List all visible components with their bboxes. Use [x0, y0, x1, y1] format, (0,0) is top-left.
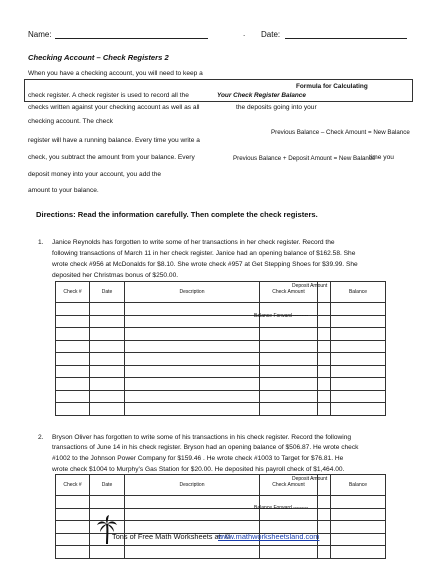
formula-heading: Formula for Calculating	[296, 83, 368, 90]
problem-1-number: 1.	[38, 239, 44, 246]
register-1-col-date: Date	[90, 282, 125, 303]
intro-line-2-overlay: check register. A check register is used to record all the	[28, 92, 189, 99]
register-2-col-description: Description	[125, 475, 260, 496]
register-1-col-deposit: Deposit Amount	[292, 283, 328, 289]
problem-1-line-4: deposited her Christmas bonus of $250.00.	[52, 272, 179, 279]
footer-text: Tons of Free Math Worksheets at: ©	[112, 532, 231, 541]
table-row	[56, 303, 386, 316]
date-label: Date:	[261, 30, 281, 39]
intro-line-1: When you have a checking account, you will need to keep a	[28, 70, 203, 77]
intro-line-3: checks written against your checking account as well as all	[28, 104, 200, 111]
intro-line-5: register will have a running balance. Every time you write a	[28, 137, 200, 144]
register-2-balance-forward: Balance Forward ---------	[254, 505, 309, 511]
intro-line-7: deposit money into your account, you add the	[28, 171, 162, 178]
register-2-col-deposit: Deposit Amount	[292, 476, 328, 482]
check-register-1	[55, 281, 386, 416]
name-label: Name:	[28, 30, 52, 39]
problem-2-line-3: #1002 to the Johnson Power Company for $159.46 . He wrote check #1003 to Target for $76.81. He	[52, 455, 344, 462]
intro-line-6: check, you subtract the amount from your balance. Every	[28, 154, 195, 161]
problem-1-line-3: wrote check #956 at McDonalds for $8.10. She wrote check #957 at Get Stepping Shoes for $39.99. She	[52, 261, 358, 268]
table-row	[56, 353, 386, 366]
table-row	[56, 340, 386, 353]
table-row	[56, 328, 386, 341]
problem-1-line-1: Janice Reynolds has forgotten to write some of her transactions in her check register. Record the	[52, 239, 335, 246]
table-row	[56, 496, 386, 509]
intro-line-8: amount to your balance.	[28, 187, 99, 194]
register-1-col-check-amount: Check Amount	[260, 282, 318, 303]
register-1-header-row	[56, 282, 386, 303]
register-2-col-date: Date	[90, 475, 125, 496]
register-2-col-balance: Balance	[331, 475, 386, 496]
register-2-header-row	[56, 475, 386, 496]
formula-subtract: Previous Balance – Check Amount = New Balance	[271, 129, 410, 136]
table-row	[56, 390, 386, 403]
table-row	[56, 378, 386, 391]
intro-time-you: time you	[369, 154, 394, 161]
name-field-line[interactable]	[55, 38, 208, 39]
table-row	[56, 403, 386, 416]
problem-2-line-4: wrote check $1004 to Murphy’s Gas Station for $20.00. He deposited his payroll check of $1,464.00.	[52, 466, 345, 473]
intro-deposits-text: the deposits going into your	[236, 104, 317, 111]
register-1-col-balance: Balance	[331, 282, 386, 303]
date-field-line[interactable]	[285, 38, 407, 39]
intro-line-4: checking account. The check	[28, 118, 113, 125]
problem-2-number: 2.	[38, 434, 44, 441]
table-row	[56, 315, 386, 328]
register-1-col-check: Check #	[56, 282, 90, 303]
problem-2-line-2: transactions of June 14 in his check register. Bryson had an opening balance of $506.87. He wrote check	[52, 444, 359, 451]
formula-subheading: Your Check Register Balance	[217, 92, 306, 99]
register-2-col-check: Check #	[56, 475, 90, 496]
problem-2-line-1: Bryson Oliver has forgotten to write some of his transactions in his check register. Record the following	[52, 434, 352, 441]
register-1-balance-forward: Balance Forward ---------	[254, 313, 309, 319]
table-row	[56, 365, 386, 378]
formula-add: Previous Balance + Deposit Amount = New Balance	[233, 155, 376, 162]
table-row	[56, 546, 386, 559]
dot-mark: .	[243, 29, 246, 38]
page-title: Checking Account – Check Registers 2	[28, 53, 169, 62]
register-2-col-check-amount: Check Amount	[260, 475, 318, 496]
footer-link[interactable]: www.mathworksheetsland.com	[218, 532, 320, 541]
register-1-col-description: Description	[125, 282, 260, 303]
problem-1-line-2: following transactions of March 11 in her check register. Janice had an opening balance of $162.58. She	[52, 250, 356, 257]
directions: Directions: Read the information carefully. Then complete the check registers.	[36, 210, 318, 219]
